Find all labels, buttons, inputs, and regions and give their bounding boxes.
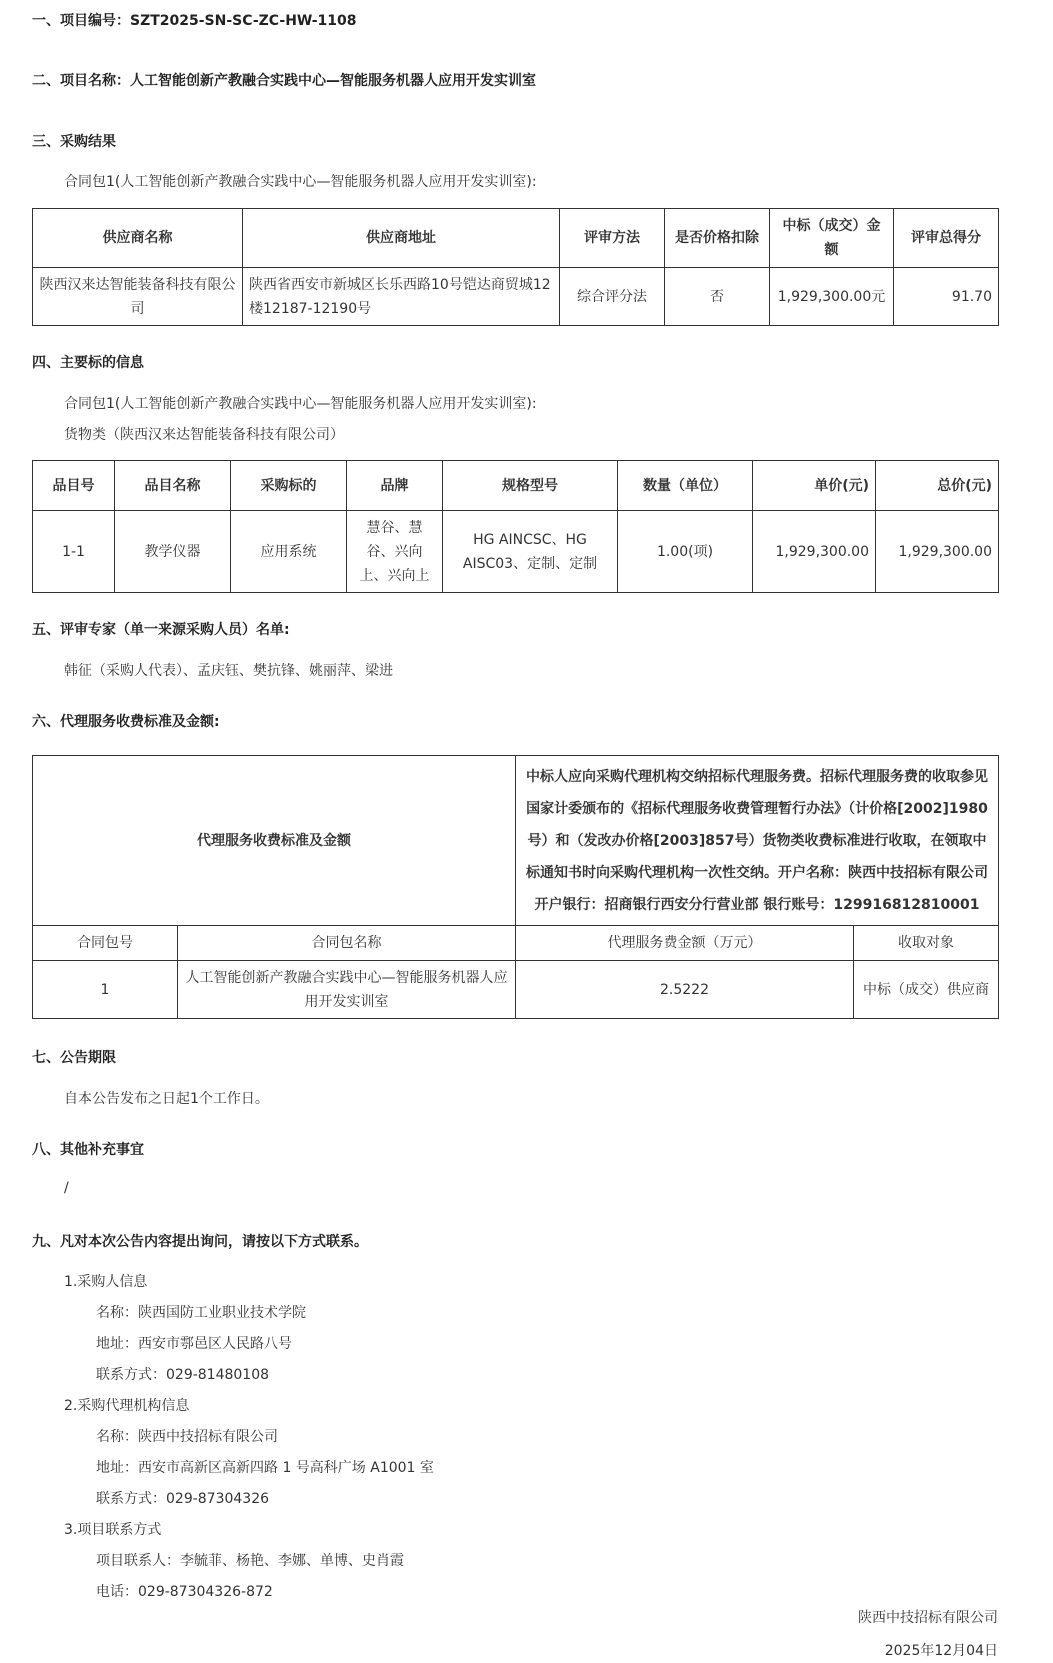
col-header: 供应商名称 bbox=[33, 209, 243, 268]
award-amount: 1,929,300.00元 bbox=[770, 268, 894, 326]
footer-organization: 陕西中技招标有限公司 bbox=[858, 1610, 998, 1626]
section-8-title: 八、其他补充事宜 bbox=[32, 1142, 144, 1158]
project-contact-phone: 电话：029-87304326-872 bbox=[96, 1584, 273, 1600]
col-header: 单价(元) bbox=[753, 461, 876, 511]
col-header: 规格型号 bbox=[443, 461, 618, 511]
spec-model: HG AINCSC、HG AISC03、定制、定制 bbox=[443, 511, 618, 593]
agency-fee-table bbox=[32, 755, 999, 1019]
supplier-name: 陕西汉来达智能装备科技有限公司 bbox=[33, 268, 243, 326]
section-4-title: 四、主要标的信息 bbox=[32, 355, 144, 371]
footer-date: 2025年12月04日 bbox=[884, 1643, 998, 1659]
col-header: 采购标的 bbox=[231, 461, 347, 511]
package-number: 1 bbox=[33, 961, 178, 1019]
agency-fee-amount: 2.5222 bbox=[516, 961, 854, 1019]
section-7-title: 七、公告期限 bbox=[32, 1050, 116, 1066]
col-header: 合同包名称 bbox=[178, 926, 516, 961]
fee-standard-description: 中标人应向采购代理机构交纳招标代理服务费。招标代理服务费的收取参见国家计委颁布的《招标代理服务收费管理暂行办法》（计价格[2002]1980号）和（发改办价格[2003]857号）货物类收费标准进行收取，在领取中标通知书时向采购代理机构一次性交纳。开户名称：陕西中技招标有限公司 开户银行：招商银行西安分行营业部 银行账号：129916812810001 bbox=[516, 756, 999, 926]
project-contact-title: 3.项目联系方式 bbox=[64, 1522, 162, 1538]
col-header: 评审总得分 bbox=[894, 209, 999, 268]
total-score: 91.70 bbox=[894, 268, 999, 326]
col-header: 品目名称 bbox=[115, 461, 231, 511]
agency-name: 名称：陕西中技招标有限公司 bbox=[96, 1429, 278, 1445]
section-3-title: 三、采购结果 bbox=[32, 134, 116, 150]
unit-price: 1,929,300.00 bbox=[753, 511, 876, 593]
brand: 慧谷、慧谷、兴向上、兴向上 bbox=[347, 511, 443, 593]
project-number bbox=[32, 10, 357, 30]
review-method: 综合评分法 bbox=[560, 268, 665, 326]
fee-payer: 中标（成交）供应商 bbox=[854, 961, 999, 1019]
col-header: 是否价格扣除 bbox=[665, 209, 770, 268]
project-name-value: 人工智能创新产教融合实践中心—智能服务机器人应用开发实训室 bbox=[130, 73, 536, 89]
col-header: 品牌 bbox=[347, 461, 443, 511]
agency-contact: 联系方式：029-87304326 bbox=[96, 1491, 270, 1507]
project-name-label: 二、项目名称： bbox=[32, 73, 130, 89]
announcement-period: 自本公告发布之日起1个工作日。 bbox=[64, 1091, 269, 1107]
col-header: 评审方法 bbox=[560, 209, 665, 268]
total-price: 1,929,300.00 bbox=[876, 511, 999, 593]
project-contact-people: 项目联系人：李毓菲、杨艳、李娜、单博、史肖霞 bbox=[96, 1553, 404, 1569]
section-5-title: 五、评审专家（单一来源采购人员）名单: bbox=[32, 622, 290, 638]
section-9-title: 九、凡对本次公告内容提出询问，请按以下方式联系。 bbox=[32, 1234, 368, 1250]
supplementary-text: / bbox=[64, 1180, 69, 1196]
fee-standard-row bbox=[33, 756, 999, 926]
quantity: 1.00(项) bbox=[618, 511, 753, 593]
table-header-row bbox=[33, 209, 999, 268]
section-6-title: 六、代理服务收费标准及金额: bbox=[32, 714, 220, 730]
s3-package-label: 合同包1(人工智能创新产教融合实践中心—智能服务机器人应用开发实训室): bbox=[64, 174, 537, 190]
col-header: 中标（成交）金额 bbox=[770, 209, 894, 268]
expert-names: 韩征（采购人代表）、孟庆钰、樊抗锋、姚丽萍、梁进 bbox=[64, 663, 393, 679]
goods-category: 货物类（陕西汉来达智能装备科技有限公司） bbox=[64, 427, 344, 443]
supplier-address: 陕西省西安市新城区长乐西路10号铠达商贸城12楼12187-12190号 bbox=[243, 268, 560, 326]
col-header: 代理服务费金额（万元） bbox=[516, 926, 854, 961]
col-header: 收取对象 bbox=[854, 926, 999, 961]
agency-info-title: 2.采购代理机构信息 bbox=[64, 1398, 190, 1414]
table-row bbox=[33, 268, 999, 326]
procurement-result-table bbox=[32, 208, 999, 326]
fee-standard-label: 代理服务收费标准及金额 bbox=[33, 756, 516, 926]
price-deduction: 否 bbox=[665, 268, 770, 326]
col-header: 合同包号 bbox=[33, 926, 178, 961]
col-header: 数量（单位） bbox=[618, 461, 753, 511]
table-row bbox=[33, 961, 999, 1019]
package-name: 人工智能创新产教融合实践中心—智能服务机器人应用开发实训室 bbox=[178, 961, 516, 1019]
table-header-row bbox=[33, 926, 999, 961]
buyer-contact: 联系方式：029-81480108 bbox=[96, 1367, 270, 1383]
procurement-object: 应用系统 bbox=[231, 511, 347, 593]
main-item-table bbox=[32, 460, 999, 593]
buyer-info-title: 1.采购人信息 bbox=[64, 1274, 148, 1290]
col-header: 供应商地址 bbox=[243, 209, 560, 268]
project-name bbox=[32, 70, 536, 90]
buyer-address: 地址：西安市鄠邑区人民路八号 bbox=[96, 1336, 292, 1352]
col-header: 品目号 bbox=[33, 461, 115, 511]
table-header-row bbox=[33, 461, 999, 511]
item-number: 1-1 bbox=[33, 511, 115, 593]
project-number-label: 一、项目编号： bbox=[32, 13, 130, 29]
col-header: 总价(元) bbox=[876, 461, 999, 511]
project-number-value: SZT2025-SN-SC-ZC-HW-1108 bbox=[130, 13, 357, 29]
agency-address: 地址：西安市高新区高新四路 1 号高科广场 A1001 室 bbox=[96, 1460, 434, 1476]
buyer-name: 名称：陕西国防工业职业技术学院 bbox=[96, 1305, 306, 1321]
s4-package-label: 合同包1(人工智能创新产教融合实践中心—智能服务机器人应用开发实训室): bbox=[64, 396, 537, 412]
item-name: 教学仪器 bbox=[115, 511, 231, 593]
table-row bbox=[33, 511, 999, 593]
